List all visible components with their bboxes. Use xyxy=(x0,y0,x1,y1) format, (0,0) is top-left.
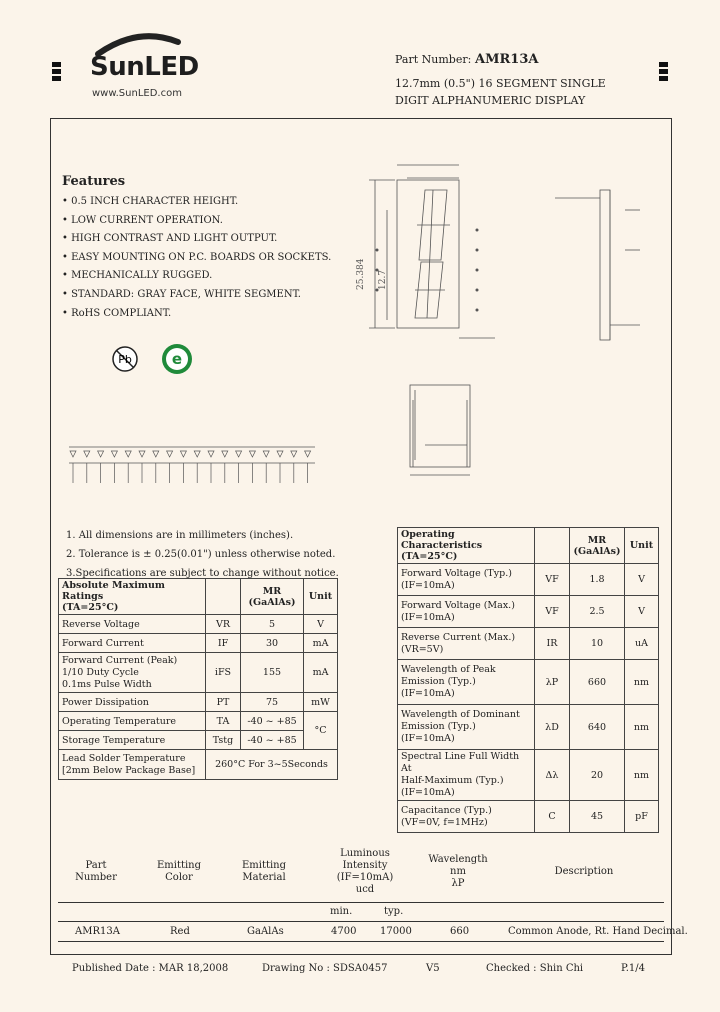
diode-symbol xyxy=(84,451,90,457)
table-row: Forward Voltage (Max.) (IF=10mA) VF 2.5 V xyxy=(398,596,659,628)
note-item: 3.Specifications are subject to change without notice. xyxy=(66,568,339,579)
op-unit-header: Unit xyxy=(625,528,659,564)
corner-marker xyxy=(659,62,668,67)
note-item: 2. Tolerance is ± 0.25(0.01") unless otherwise noted. xyxy=(66,549,336,560)
pt-header-luminous: Luminous Intensity (IF=10mA) ucd xyxy=(336,848,394,895)
note-item: 1. All dimensions are in millimeters (inches). xyxy=(66,530,294,541)
logo-text: SunLED xyxy=(90,52,199,82)
diode-symbol xyxy=(305,451,311,457)
pt-header-wavelength: Wavelength nm λP xyxy=(428,854,488,889)
diode-symbol xyxy=(208,451,214,457)
pt-cell-wavelength: 660 xyxy=(450,926,470,937)
page-number: P.1/4 xyxy=(621,963,645,974)
diode-symbol xyxy=(153,451,159,457)
table-row: Power Dissipation PT 75 mW xyxy=(59,693,338,712)
table-row: Forward Current (Peak) 1/10 Duty Cycle 0.1ms Pulse Width iFS 155 mA xyxy=(59,653,338,693)
pt-cell-material: GaAlAs xyxy=(247,926,284,937)
feature-item: • 0.5 INCH CHARACTER HEIGHT. xyxy=(62,196,239,207)
feature-item: • EASY MOUNTING ON P.C. BOARDS OR SOCKETS. xyxy=(62,251,332,263)
pt-header-description: Description xyxy=(554,866,614,877)
package-dimension-drawing xyxy=(355,150,665,490)
diode-symbol xyxy=(263,451,269,457)
internal-circuit-diagram xyxy=(65,435,320,490)
op-title-cell: Operating Characteristics (TA=25°C) xyxy=(398,528,535,564)
part-number: AMR13A xyxy=(475,52,539,67)
pb-free-badge xyxy=(110,344,140,378)
svg-text:Pb: Pb xyxy=(118,353,132,366)
op-mr-header: MR (GaAlAs) xyxy=(570,528,625,564)
pt-header-color: Emitting Color xyxy=(156,860,202,883)
abs-title-cell: Absolute Maximum Ratings (TA=25°C) xyxy=(59,579,206,615)
rohs-e-badge xyxy=(160,342,194,380)
pt-subheader-min: min. xyxy=(330,906,353,917)
pt-subheader-typ: typ. xyxy=(384,906,404,917)
diode-symbol xyxy=(236,451,242,457)
abs-mr-header: MR (GaAlAs) xyxy=(241,579,304,615)
table-row: Capacitance (Typ.) (VF=0V, f=1MHz) C 45 pF xyxy=(398,801,659,833)
pt-cell-typ: 17000 xyxy=(380,926,412,937)
features-title: Features xyxy=(62,174,126,189)
pt-cell-min: 4700 xyxy=(331,926,357,937)
diode-symbol xyxy=(139,451,145,457)
corner-marker xyxy=(52,76,61,81)
diode-symbol xyxy=(70,451,76,457)
corner-marker xyxy=(659,76,668,81)
corner-marker xyxy=(52,69,61,74)
pt-cell-description: Common Anode, Rt. Hand Decimal. xyxy=(508,926,688,937)
diode-symbol xyxy=(194,451,200,457)
feature-item: • MECHANICALLY RUGGED. xyxy=(62,270,213,282)
table-row: Wavelength of Peak Emission (Typ.) (IF=10mA) λP 660 nm xyxy=(398,660,659,705)
svg-text:12.7: 12.7 xyxy=(378,269,388,290)
diode-symbol xyxy=(291,451,297,457)
pt-cell-color: Red xyxy=(170,926,190,937)
notes xyxy=(66,526,339,583)
diode-symbol xyxy=(180,451,186,457)
diode-symbol xyxy=(125,451,131,457)
table-row: Operating Temperature TA -40 ~ +85 °C xyxy=(59,712,338,731)
pt-cell-part: AMR13A xyxy=(75,926,120,937)
table-row: Lead Solder Temperature [2mm Below Package Base] 260°C For 3~5Seconds xyxy=(59,750,338,780)
corner-marker xyxy=(659,69,668,74)
table-row: Reverse Current (Max.) (VR=5V) IR 10 uA xyxy=(398,628,659,660)
version: V5 xyxy=(426,963,440,974)
divider xyxy=(58,921,664,922)
feature-item: • LOW CURRENT OPERATION. xyxy=(62,214,223,226)
package-drawing xyxy=(355,150,665,494)
svg-text:25.384: 25.384 xyxy=(356,258,366,290)
divider xyxy=(58,902,664,903)
table-row: Forward Voltage (Typ.) (IF=10mA) VF 1.8 V xyxy=(398,564,659,596)
pt-header-material: Emitting Material xyxy=(241,860,287,883)
table-row: Spectral Line Full Width At Half-Maximum (Typ.) (IF=10mA) Δλ 20 nm xyxy=(398,750,659,801)
recycle-e-icon xyxy=(160,342,194,376)
table-row: Reverse Voltage VR 5 V xyxy=(59,615,338,634)
diode-symbol xyxy=(277,451,283,457)
circuit-diagram xyxy=(65,435,320,494)
abs-max-table xyxy=(58,578,338,780)
published-date: Published Date : MAR 18,2008 xyxy=(72,963,229,974)
table-row: Forward Current IF 30 mA xyxy=(59,634,338,653)
diode-symbol xyxy=(222,451,228,457)
desc-line1: 12.7mm (0.5") 16 SEGMENT SINGLE xyxy=(395,77,606,90)
pt-header-part: Part Number xyxy=(75,860,117,883)
feature-item: • RoHS COMPLIANT. xyxy=(62,307,172,319)
abs-unit-header: Unit xyxy=(304,579,338,615)
drawing-number: Drawing No : SDSA0457 xyxy=(262,963,388,974)
feature-item: • STANDARD: GRAY FACE, WHITE SEGMENT. xyxy=(62,288,301,300)
desc-line2: DIGIT ALPHANUMERIC DISPLAY xyxy=(395,94,586,107)
svg-text:e: e xyxy=(171,350,183,368)
divider xyxy=(58,941,664,942)
table-row: Wavelength of Dominant Emission (Typ.) (IF=10mA) λD 640 nm xyxy=(398,705,659,750)
diode-symbol xyxy=(98,451,104,457)
features-list xyxy=(62,193,331,323)
corner-marker xyxy=(52,62,61,67)
logo-url: www.SunLED.com xyxy=(92,88,182,99)
op-char-table xyxy=(397,527,659,833)
part-number-label: Part Number: xyxy=(395,53,472,66)
feature-item: • HIGH CONTRAST AND LIGHT OUTPUT. xyxy=(62,233,278,245)
diode-symbol xyxy=(111,451,117,457)
diode-symbol xyxy=(249,451,255,457)
pb-free-icon xyxy=(110,344,140,374)
diode-symbol xyxy=(167,451,173,457)
table-row: Storage Temperature Tstg -40 ~ +85 xyxy=(59,731,338,750)
checked-by: Checked : Shin Chi xyxy=(486,963,584,974)
